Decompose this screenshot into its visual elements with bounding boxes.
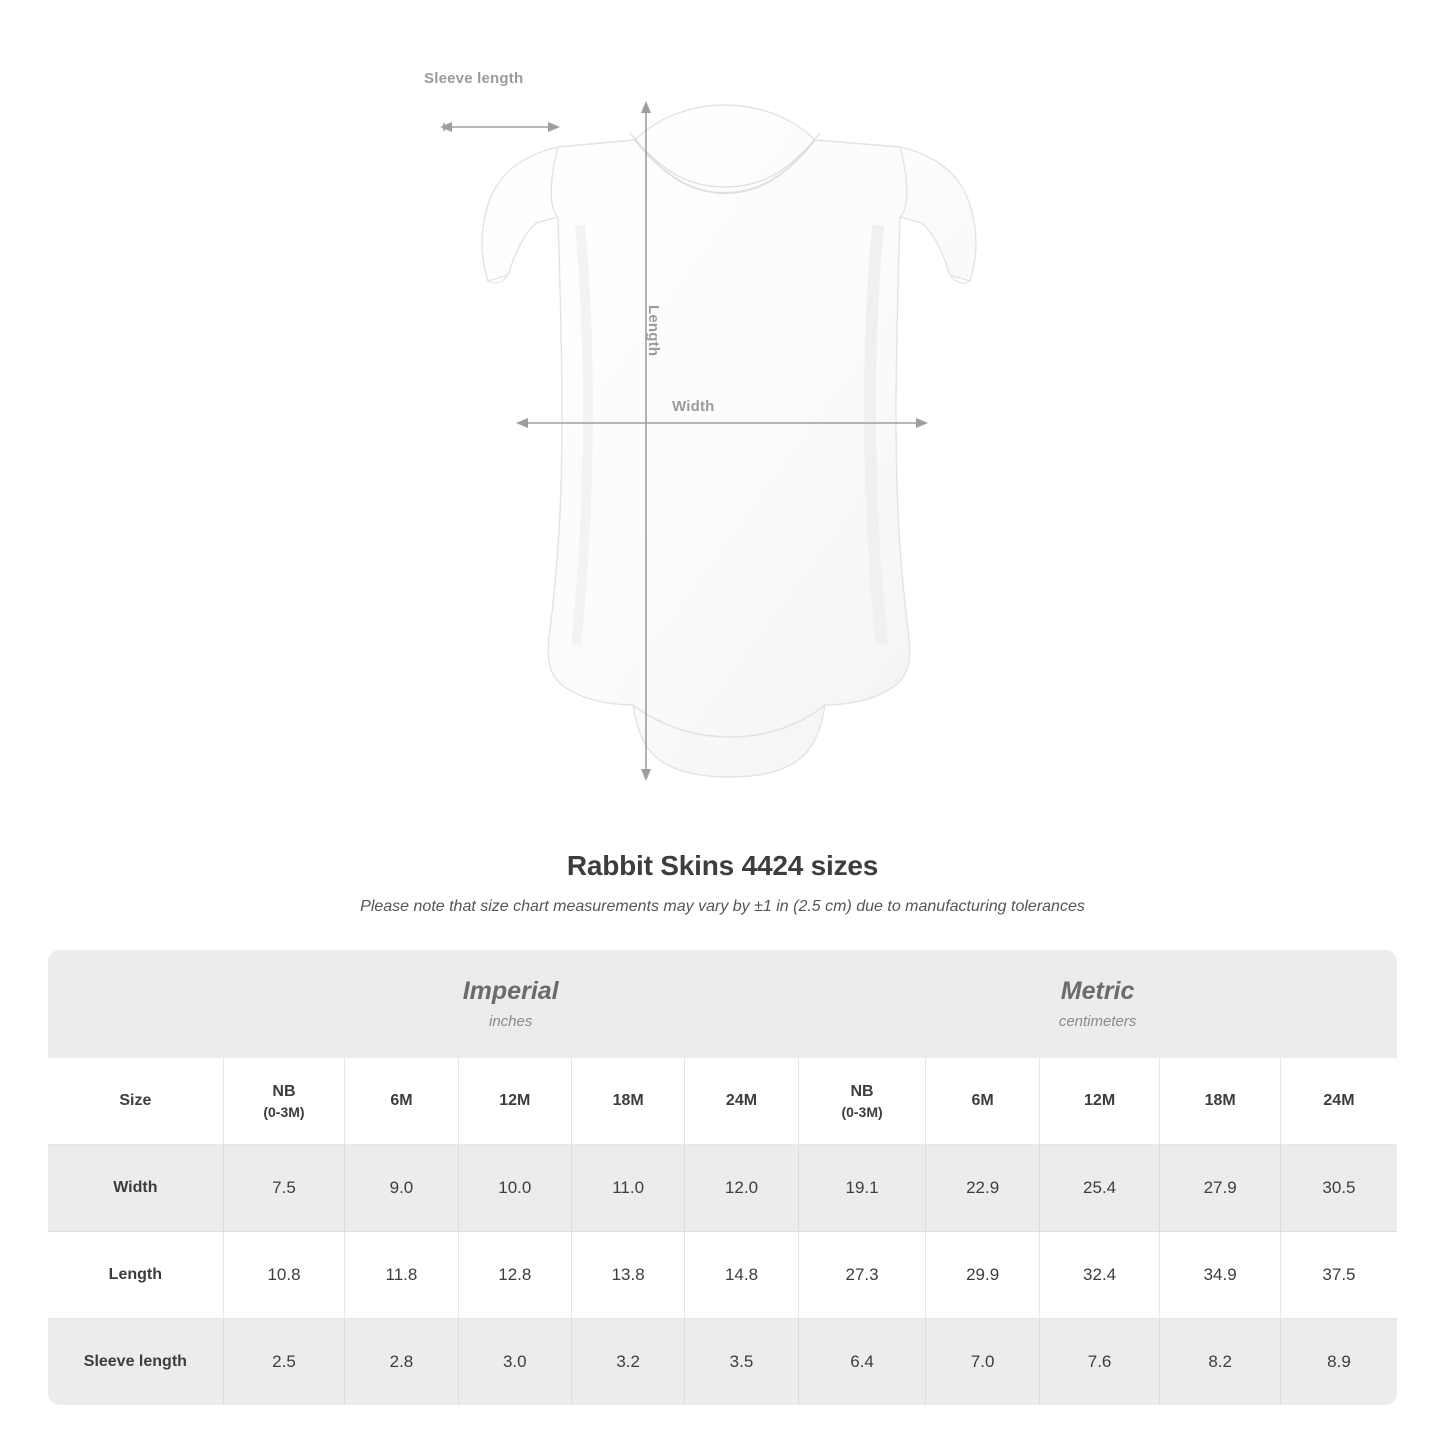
cell-width-24m-cm: 30.5 [1280, 1145, 1397, 1232]
cell-sleeve-nb-in: 2.5 [223, 1319, 345, 1406]
cell-length-24m-in: 14.8 [685, 1232, 798, 1319]
table-row [48, 1232, 1397, 1319]
metric-label: Metric [1060, 977, 1135, 1006]
metric-header [798, 950, 1397, 1058]
cell-sleeve-24m-cm: 8.9 [1280, 1319, 1397, 1406]
table-row [48, 1319, 1397, 1406]
cell-width-nb-cm: 19.1 [798, 1145, 926, 1232]
cell-length-18m-cm: 34.9 [1160, 1232, 1281, 1319]
cell-length-12m-in: 12.8 [458, 1232, 571, 1319]
cell-sleeve-6m-cm: 7.0 [926, 1319, 1039, 1406]
cell-length-12m-cm: 32.4 [1039, 1232, 1160, 1319]
sleeve-dimension-line [440, 122, 560, 132]
col-header-nb-cm-sub: (0-3M) [841, 1103, 883, 1120]
bodysuit-outline [482, 105, 976, 777]
row-label-width: Width [48, 1145, 223, 1232]
col-header-6m-cm: 6M [926, 1058, 1039, 1145]
cell-width-nb-in: 7.5 [223, 1145, 345, 1232]
col-header-12m-in: 12M [458, 1058, 571, 1145]
unit-header-spacer [48, 950, 223, 1058]
cell-width-18m-cm: 27.9 [1160, 1145, 1281, 1232]
cell-length-6m-in: 11.8 [345, 1232, 458, 1319]
cell-length-nb-in: 10.8 [223, 1232, 345, 1319]
length-label: Length [645, 305, 662, 357]
imperial-sublabel: inches [489, 1012, 533, 1030]
cell-width-6m-in: 9.0 [345, 1145, 458, 1232]
metric-sublabel: centimeters [1058, 1012, 1137, 1030]
col-header-18m-cm: 18M [1160, 1058, 1281, 1145]
col-header-24m-in: 24M [685, 1058, 798, 1145]
sleeve-length-label: Sleeve length [424, 70, 524, 87]
size-table-container [48, 950, 1397, 1405]
cell-length-nb-cm: 27.3 [798, 1232, 926, 1319]
col-header-nb-in [223, 1058, 345, 1145]
col-header-nb-in-label: NB [272, 1082, 296, 1100]
imperial-header [223, 950, 798, 1058]
cell-sleeve-12m-in: 3.0 [458, 1319, 571, 1406]
col-header-nb-cm [798, 1058, 926, 1145]
imperial-label: Imperial [462, 977, 559, 1006]
row-label-length: Length [48, 1232, 223, 1319]
bodysuit-graphic [430, 85, 1020, 785]
col-header-12m-cm: 12M [1039, 1058, 1160, 1145]
size-column-header: Size [48, 1058, 223, 1145]
width-label: Width [672, 398, 715, 415]
cell-width-12m-cm: 25.4 [1039, 1145, 1160, 1232]
tolerance-note: Please note that size chart measurements may vary by ±1 in (2.5 cm) due to manufacturing tolerances [360, 898, 1085, 915]
table-row [48, 1145, 1397, 1232]
bodysuit-svg [430, 85, 1020, 785]
col-header-nb-cm-label: NB [850, 1082, 874, 1100]
cell-sleeve-nb-cm: 6.4 [798, 1319, 926, 1406]
col-header-18m-in: 18M [571, 1058, 684, 1145]
cell-width-24m-in: 12.0 [685, 1145, 798, 1232]
unit-header-row [48, 950, 1397, 1058]
col-header-nb-in-sub: (0-3M) [263, 1103, 305, 1120]
cell-sleeve-18m-cm: 8.2 [1160, 1319, 1281, 1406]
col-header-24m-cm: 24M [1280, 1058, 1397, 1145]
cell-sleeve-12m-cm: 7.6 [1039, 1319, 1160, 1406]
cell-width-18m-in: 11.0 [571, 1145, 684, 1232]
page-title: Rabbit Skins 4424 sizes [566, 850, 879, 881]
col-header-6m-in: 6M [345, 1058, 458, 1145]
cell-sleeve-6m-in: 2.8 [345, 1319, 458, 1406]
cell-length-24m-cm: 37.5 [1280, 1232, 1397, 1319]
cell-length-18m-in: 13.8 [571, 1232, 684, 1319]
cell-sleeve-18m-in: 3.2 [571, 1319, 684, 1406]
row-label-sleeve-length: Sleeve length [48, 1319, 223, 1406]
cell-length-6m-cm: 29.9 [926, 1232, 1039, 1319]
cell-width-6m-cm: 22.9 [926, 1145, 1039, 1232]
cell-sleeve-24m-in: 3.5 [685, 1319, 798, 1406]
size-chart-table [48, 950, 1397, 1405]
column-header-row [48, 1058, 1397, 1145]
cell-width-12m-in: 10.0 [458, 1145, 571, 1232]
